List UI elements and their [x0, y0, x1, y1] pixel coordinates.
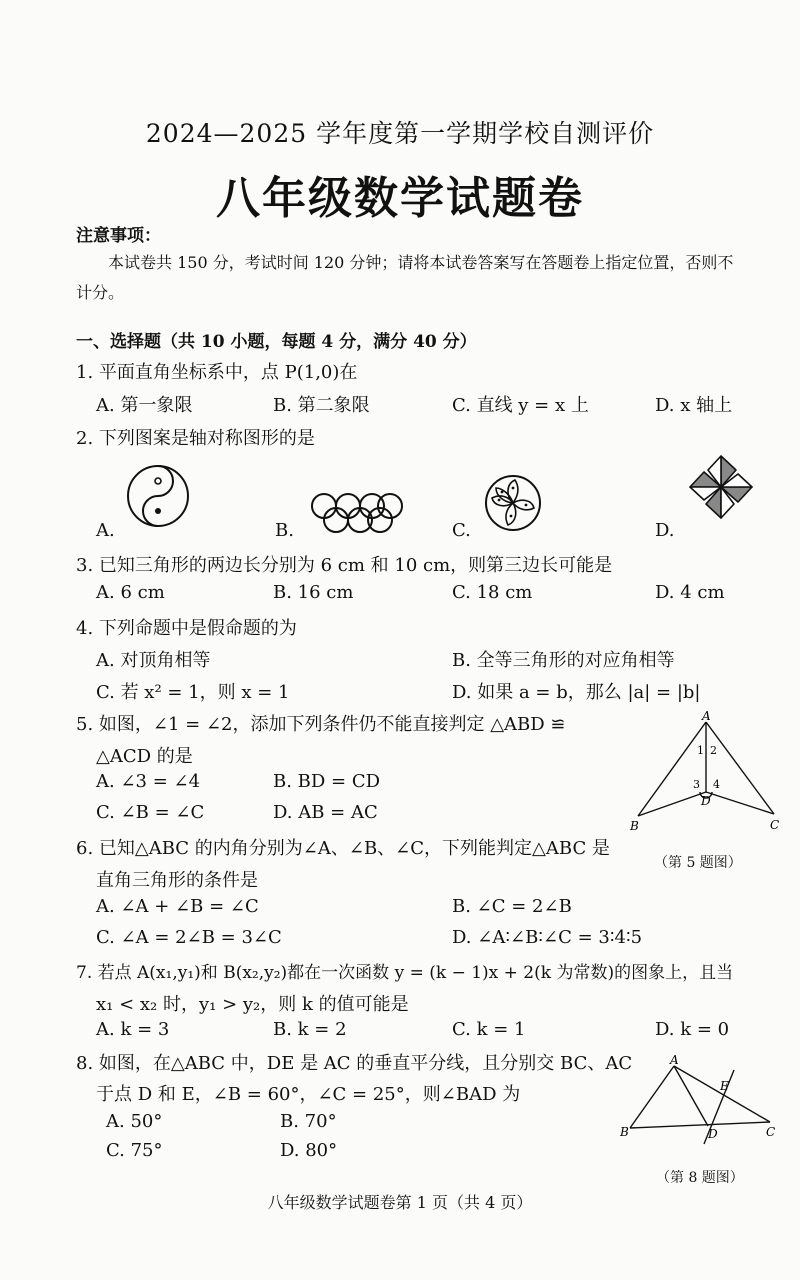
question-6-option-b: B. ∠C = 2∠B: [452, 896, 572, 917]
question-2-option-b: B.: [275, 520, 294, 541]
question-8-stem-line-1: 8. 如图，在△ABC 中，DE 是 AC 的垂直平分线，且分别交 BC、AC: [76, 1053, 633, 1074]
question-4-option-d: D. 如果 a = b，那么 |a| = |b|: [452, 682, 701, 703]
notice-line-2: 计分。: [76, 283, 125, 302]
question-5-option-d: D. AB = AC: [273, 802, 378, 823]
question-5-figure: [620, 706, 790, 836]
question-2-option-d: D.: [655, 520, 675, 541]
question-7-option-a: A. k = 3: [96, 1019, 170, 1040]
fig5-label-3: 3: [693, 778, 700, 791]
question-1-stem: 1. 平面直角坐标系中，点 P(1,0)在: [76, 362, 358, 383]
question-4-option-c: C. 若 x² = 1，则 x = 1: [96, 682, 290, 703]
section-heading: 一、选择题（共 10 小题，每题 4 分，满分 40 分）: [76, 332, 477, 352]
question-6-option-d: D. ∠A∶∠B∶∠C = 3∶4∶5: [452, 927, 643, 948]
question-8-option-c: C. 75°: [106, 1140, 163, 1161]
fig8-label-b: B: [620, 1125, 629, 1139]
fig8-label-c: C: [766, 1125, 776, 1139]
fig5-label-2: 2: [710, 744, 717, 757]
question-6-option-a: A. ∠A + ∠B = ∠C: [96, 896, 259, 917]
question-7-option-c: C. k = 1: [452, 1019, 526, 1040]
question-1-option-c: C. 直线 y = x 上: [452, 395, 589, 416]
question-8-caption: （第 8 题图）: [656, 1170, 744, 1186]
pinwheel-icon: [686, 452, 756, 522]
notice-heading: 注意事项：: [76, 226, 161, 246]
question-5-option-c: C. ∠B = ∠C: [96, 802, 205, 823]
fig5-label-1: 1: [697, 744, 704, 757]
olympic-rings-icon: [310, 490, 402, 538]
page-footer: 八年级数学试题卷第 1 页（共 4 页）: [267, 1193, 533, 1212]
question-4-option-a: A. 对顶角相等: [96, 650, 211, 671]
question-3-stem: 3. 已知三角形的两边长分别为 6 cm 和 10 cm，则第三边长可能是: [76, 555, 613, 576]
question-2-option-c: C.: [452, 520, 471, 541]
question-1-option-d: D. x 轴上: [655, 395, 733, 416]
question-8-option-a: A. 50°: [106, 1111, 163, 1132]
bauhinia-flower-icon: [484, 474, 542, 532]
question-5-option-a: A. ∠3 = ∠4: [96, 771, 201, 792]
question-8-stem-line-2: 于点 D 和 E，∠B = 60°，∠C = 25°，则∠BAD 为: [96, 1084, 521, 1105]
question-3-option-b: B. 16 cm: [273, 582, 354, 603]
exam-title: 八年级数学试题卷: [216, 173, 584, 224]
question-2-option-a: A.: [96, 520, 115, 541]
question-5-stem-line-1: 5. 如图，∠1 = ∠2，添加下列条件仍不能直接判定 △ABD ≌: [76, 714, 566, 735]
question-8-figure: [614, 1052, 790, 1148]
question-7-option-d: D. k = 0: [655, 1019, 730, 1040]
question-3-option-a: A. 6 cm: [96, 582, 165, 603]
question-8-option-d: D. 80°: [280, 1140, 338, 1161]
question-4-option-b: B. 全等三角形的对应角相等: [452, 650, 675, 671]
question-6-stem-line-1: 6. 已知△ABC 的内角分别为∠A、∠B、∠C，下列能判定△ABC 是: [76, 838, 610, 859]
question-7-stem-line-2: x₁ < x₂ 时，y₁ > y₂，则 k 的值可能是: [96, 994, 409, 1015]
question-1-option-a: A. 第一象限: [96, 395, 193, 416]
question-3-option-d: D. 4 cm: [655, 582, 725, 603]
fig5-label-4: 4: [713, 778, 720, 791]
notice-line-1: 本试卷共 150 分，考试时间 120 分钟；请将本试卷答案写在答题卷上指定位置，否则不: [108, 253, 734, 272]
question-1-option-b: B. 第二象限: [273, 395, 370, 416]
question-5-stem-line-2: △ACD 的是: [96, 746, 193, 767]
fig5-label-c: C: [770, 818, 780, 832]
question-7-stem-line-1: 7. 若点 A(x₁,y₁)和 B(x₂,y₂)都在一次函数 y = (k − 1)x + 2(k 为常数)的图象上，且当: [76, 963, 734, 983]
question-4-stem: 4. 下列命题中是假命题的为: [76, 618, 297, 639]
question-6-option-c: C. ∠A = 2∠B = 3∠C: [96, 927, 282, 948]
question-2-stem: 2. 下列图案是轴对称图形的是: [76, 428, 315, 449]
exam-subtitle: 2024—2025 学年度第一学期学校自测评价: [145, 119, 655, 148]
question-6-stem-line-2: 直角三角形的条件是: [96, 870, 258, 891]
question-7-option-b: B. k = 2: [273, 1019, 347, 1040]
fig5-label-d: D: [701, 794, 711, 808]
fig5-label-a: A: [702, 709, 711, 723]
question-5-option-b: B. BD = CD: [273, 771, 381, 792]
question-8-option-b: B. 70°: [280, 1111, 337, 1132]
fig8-label-a: A: [670, 1053, 679, 1067]
fig8-label-d: D: [708, 1127, 718, 1141]
question-3-option-c: C. 18 cm: [452, 582, 533, 603]
yin-yang-icon: [126, 464, 190, 528]
question-5-caption: （第 5 题图）: [654, 855, 742, 871]
fig8-label-e: E: [720, 1079, 729, 1093]
fig5-label-b: B: [630, 819, 639, 833]
